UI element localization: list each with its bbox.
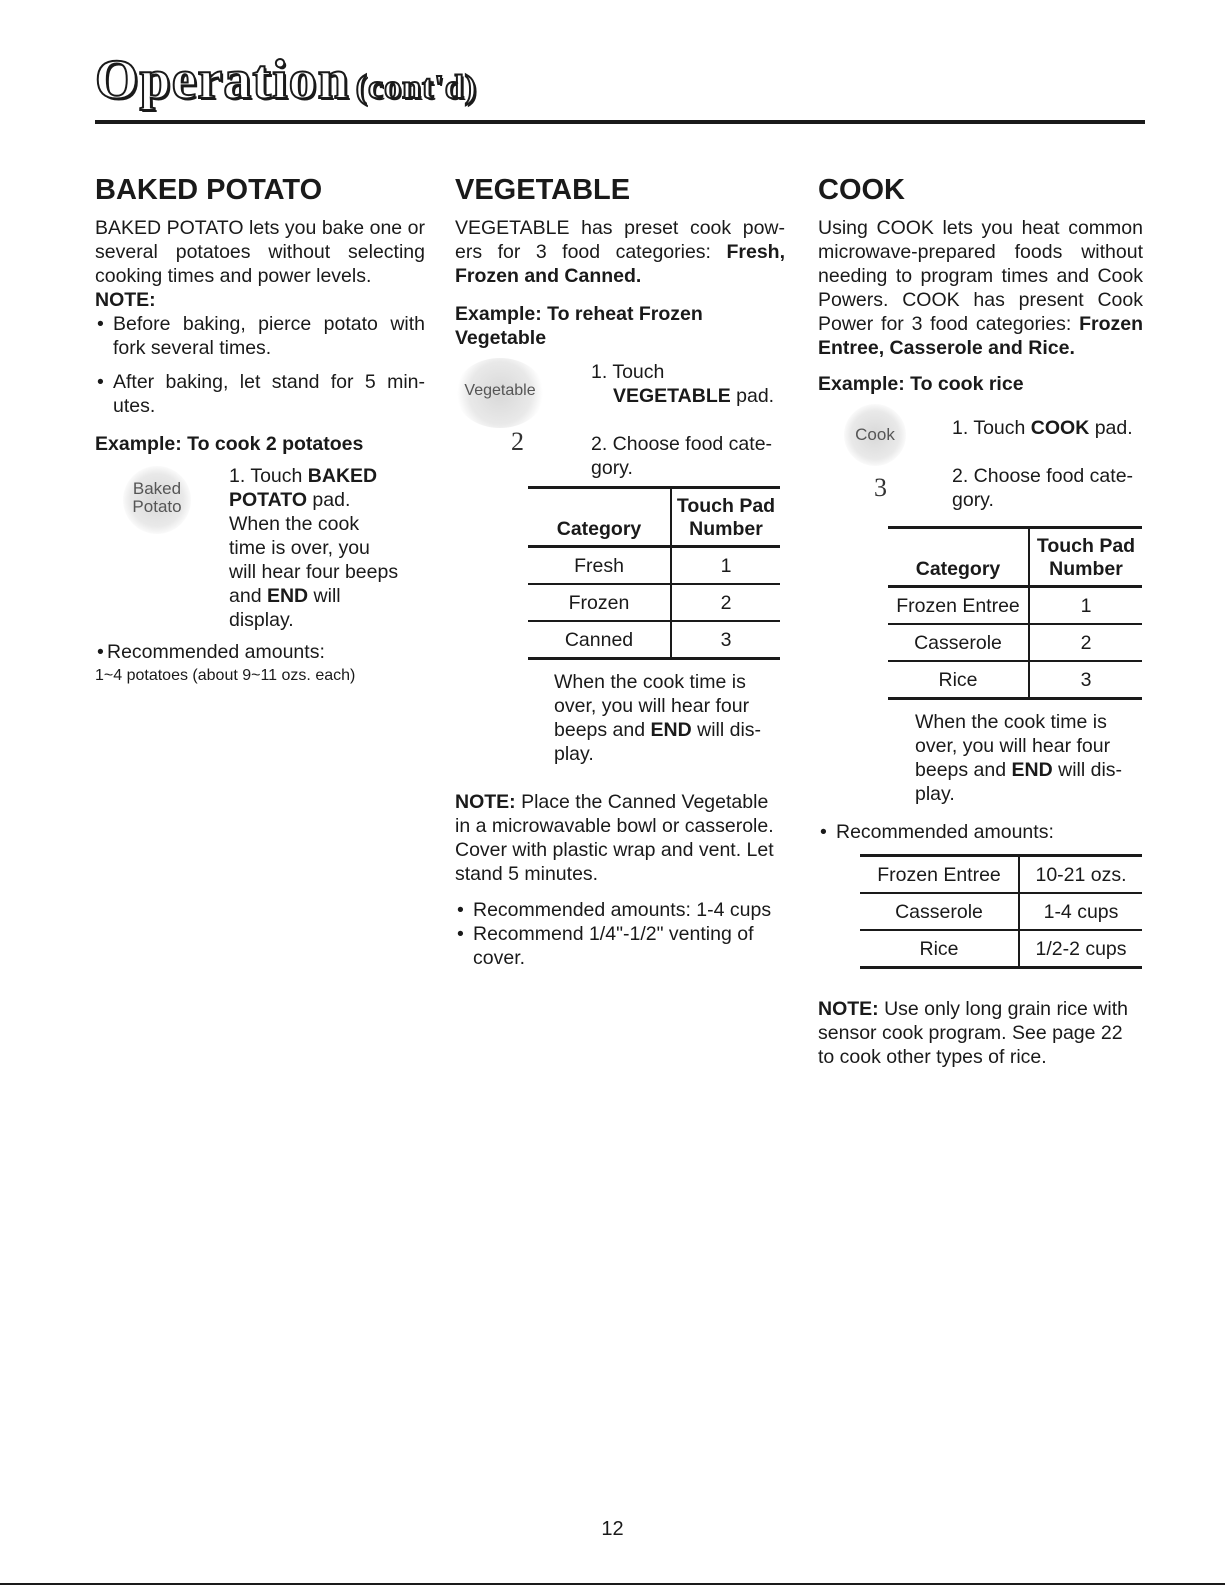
vegetable-intro: VEGETABLE has preset cook pow-ers for 3 food categories: Fresh, Frozen and Canned. [455, 217, 785, 287]
table-row: Rice 1/2-2 cups [860, 930, 1142, 968]
baked-example: Example: To cook 2 potatoes [95, 433, 364, 455]
cook-example: Example: To cook rice [818, 373, 1024, 395]
touch-pad-header: Touch Pad Number [1036, 535, 1136, 580]
table-row: Fresh 1 [528, 547, 780, 585]
table-row: Casserole 2 [888, 624, 1142, 661]
table-row: Casserole 1-4 cups [860, 893, 1142, 930]
baked-note-1: • Before baking, pierce potato with fork several times. [95, 312, 425, 360]
table-row: Frozen 2 [528, 584, 780, 621]
table-header-row [888, 528, 1142, 587]
cook-step-number: 3 [874, 473, 887, 502]
vegetable-after-text: When the cook time is over, you will hear four beeps and END will dis-play. [554, 671, 762, 765]
baked-step-1 [95, 456, 425, 640]
cook-section [818, 172, 1143, 1069]
vegetable-note: NOTE: Place the Canned Vegetable in a microwavable bowl or casserole. Cover with plastic wrap and vent. Let stand 5 minutes. [455, 791, 774, 885]
category-header: Category [528, 488, 671, 547]
vegetable-steps [455, 350, 785, 486]
cook-rec-label: • Recommended amounts: [818, 820, 1143, 844]
cook-after-text: When the cook time is over, you will hear four beeps and END will dis-play. [915, 711, 1123, 805]
baked-potato-intro: BAKED POTATO lets you bake one or several potatoes without selecting cooking times and power levels. [95, 217, 425, 287]
baked-note-label: NOTE: [95, 289, 156, 311]
vegetable-heading: VEGETABLE [455, 174, 631, 206]
baked-note-2: • After baking, let stand for 5 min-utes. [95, 370, 425, 418]
baked-potato-section [95, 172, 425, 688]
cook-note: NOTE: Use only long grain rice with sensor cook program. See page 22 to cook other types of rice. [818, 998, 1128, 1068]
vegetable-pad-icon: Vegetable [455, 358, 545, 428]
baked-rec-label: • Recommended amounts: [95, 640, 425, 664]
vegetable-step-2: 2. Choose food cate-gory. [591, 433, 773, 479]
page-header [95, 48, 1145, 124]
cook-heading: COOK [818, 174, 905, 206]
table-header-row [528, 488, 780, 547]
baked-rec-value: 1~4 potatoes (about 9~11 ozs. each) [95, 667, 356, 684]
vegetable-category-table [528, 486, 780, 660]
vegetable-bullet-1: • Recommended amounts: 1-4 cups [455, 898, 785, 922]
cook-step-2: 2. Choose food cate-gory. [952, 465, 1134, 511]
table-row: Frozen Entree 1 [888, 587, 1142, 625]
cook-steps [818, 396, 1143, 526]
vegetable-section [455, 172, 785, 970]
cook-step-1: 1. Touch COOK pad. [952, 417, 1133, 439]
baked-potato-pad-icon: Baked Potato [123, 466, 191, 534]
baked-potato-heading: BAKED POTATO [95, 174, 323, 206]
table-row: Canned 3 [528, 621, 780, 659]
vegetable-step-number: 2 [511, 427, 524, 456]
table-row: Rice 3 [888, 661, 1142, 699]
touch-pad-header: Touch Pad Number [676, 495, 776, 540]
vegetable-step-1: 1. Touch VEGETABLE pad. [591, 361, 775, 407]
vegetable-example: Example: To reheat Frozen Vegetable [455, 303, 703, 349]
page-title: Operation (cont'd) [95, 49, 478, 111]
cook-category-table [888, 526, 1142, 700]
cook-pad-icon: Cook [844, 404, 906, 466]
cook-intro: Using COOK lets you heat common microwave-prepared foods without needing to program times and Cook Powers. COOK has present Cook Power for 3 food categories: Frozen Entree, Casserole and Rice. [818, 217, 1143, 359]
baked-step-1-text: 1. Touch BAKED POTATO pad. When the cook time is over, you will hear four beeps and END will display. [229, 465, 399, 631]
page-number: 12 [601, 1518, 624, 1540]
category-header: Category [888, 528, 1029, 587]
cook-amounts-table [860, 854, 1142, 969]
table-row: Frozen Entree 10-21 ozs. [860, 856, 1142, 894]
vegetable-bullet-2: • Recommend 1/4"-1/2" venting of cover. [455, 922, 785, 970]
